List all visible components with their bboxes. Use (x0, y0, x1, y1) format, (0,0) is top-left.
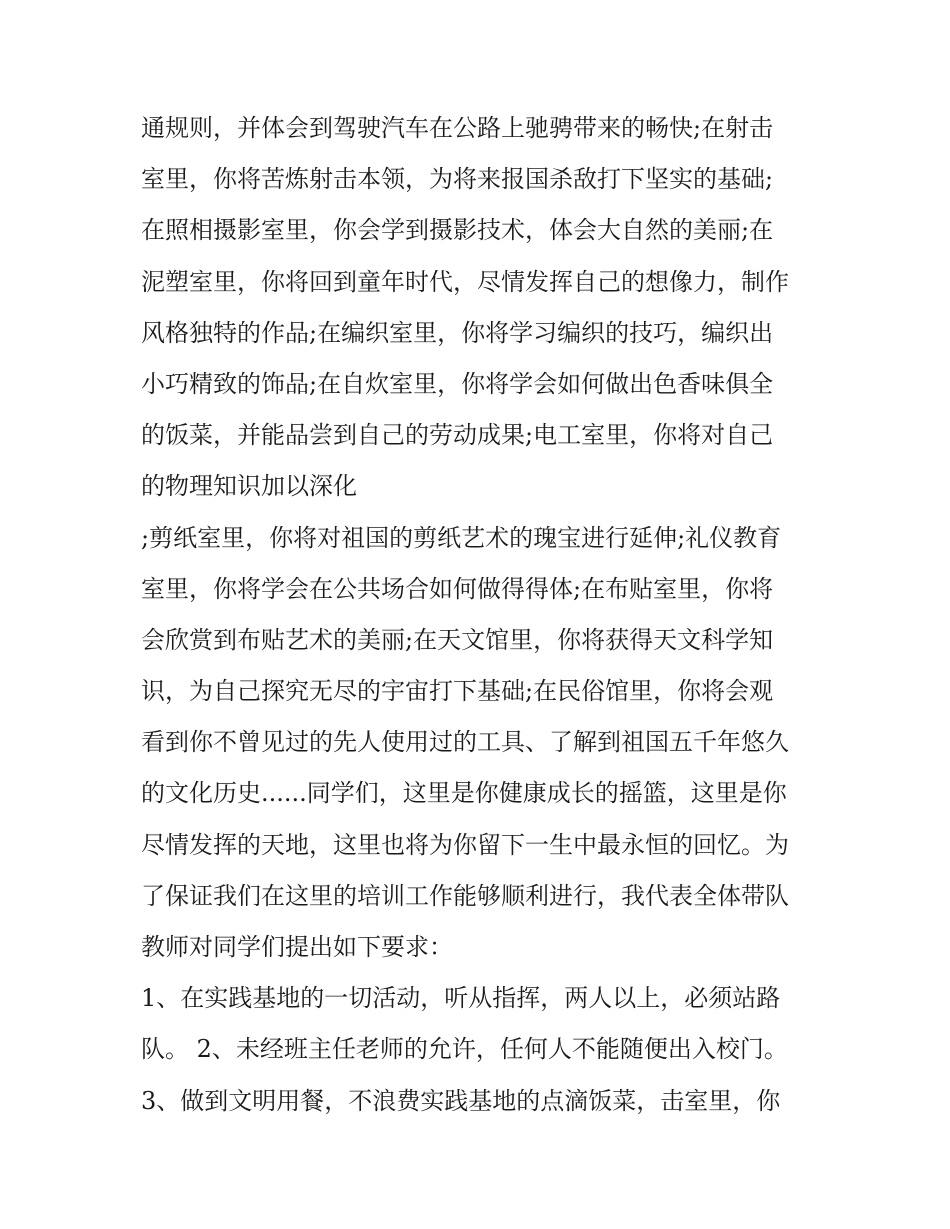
text-line: 看到你不曾见过的先人使用过的工具、了解到祖国五千年悠久 (141, 728, 789, 757)
list-item-2: 队。 2、未经班主任老师的允许，任何人不能随便出入校门。 (141, 1035, 788, 1064)
text-line: 小巧精致的饰品;在自炊室里，你将学会如何做出色香味俱全 (141, 369, 774, 398)
text-line: 教师对同学们提出如下要求： (141, 933, 453, 961)
body-text (141, 103, 821, 1127)
text-line: 在照相摄影室里，你会学到摄影技术，体会大自然的美丽;在 (141, 216, 774, 245)
text-line: 风格独特的作品;在编织室里，你将学习编织的技巧，编织出 (141, 318, 774, 347)
text-line: 尽情发挥的天地，这里也将为你留下一生中最永恒的回忆。为 (141, 830, 789, 859)
text-line: 室里，你将学会在公共场合如何做得得体;在布贴室里，你将 (141, 574, 774, 603)
text-line: 了保证我们在这里的培训工作能够顺利进行，我代表全体带队 (141, 881, 789, 910)
list-item-3: 3、做到文明用餐，不浪费实践基地的点滴饭菜，击室里，你 (141, 1086, 781, 1115)
text-line: 的饭菜，并能品尝到自己的劳动成果;电工室里，你将对自己 (141, 421, 774, 450)
text-line: 室里，你将苦炼射击本领，为将来报国杀敌打下坚实的基础; (141, 165, 774, 194)
text-line: 的物理知识加以深化 (141, 472, 357, 501)
text-line: ;剪纸室里，你将对祖国的剪纸艺术的瑰宝进行延伸;礼仪教育 (141, 523, 782, 552)
text-line: 会欣赏到布贴艺术的美丽;在天文馆里，你将获得天文科学知 (141, 625, 774, 654)
text-line: 通规则，并体会到驾驶汽车在公路上驰骋带来的畅快;在射击 (141, 114, 774, 142)
list-item-1: 1、在实践基地的一切活动，听从指挥，两人以上，必须站路 (141, 984, 781, 1013)
text-line: 识，为自己探究无尽的宇宙打下基础;在民俗馆里，你将会观 (141, 677, 774, 706)
text-line: 泥塑室里，你将回到童年时代，尽情发挥自己的想像力，制作 (141, 267, 789, 296)
text-line: 的文化历史......同学们，这里是你健康成长的摇篮，这里是你 (141, 779, 787, 808)
